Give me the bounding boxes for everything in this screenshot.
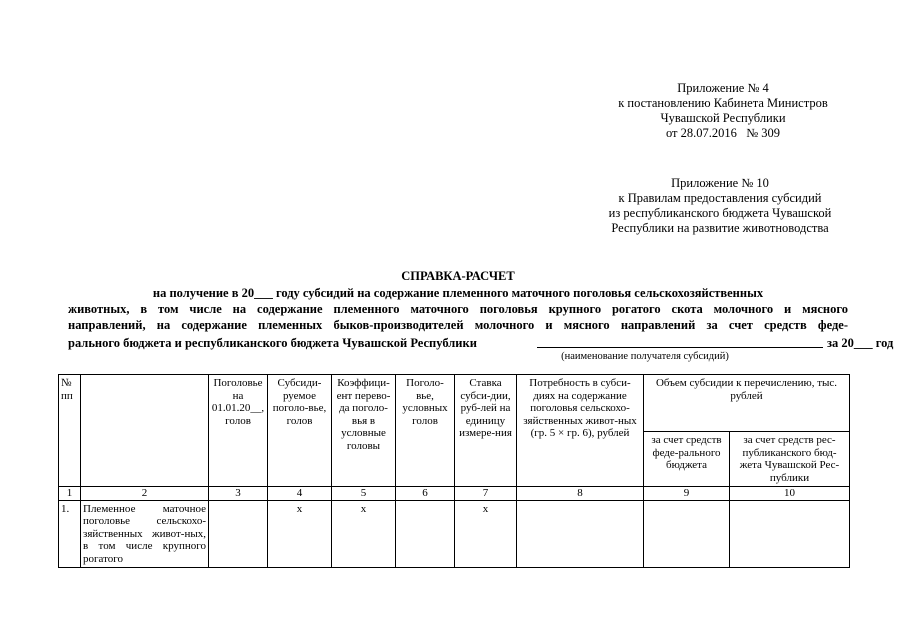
document-title-block: [68, 268, 848, 333]
appendix-4-block: [588, 81, 858, 141]
header-federal-budget: за счет средств феде-рального бюджета: [644, 432, 730, 487]
column-number: 6: [396, 487, 455, 501]
appendix-4-line4: от 28.07.2016 № 309: [665, 126, 781, 140]
row-conversion-coefficient: x: [332, 500, 396, 568]
column-number: 3: [209, 487, 268, 501]
header-subsidized-livestock: Субсиди-руемое поголо-вье, голов: [268, 375, 332, 487]
header-transfer-volume: Объем субсидии к перечислению, тыс. рублей: [644, 375, 850, 432]
row-subsidized-livestock: x: [268, 500, 332, 568]
header-conversion-coefficient: Коэффици-ент перево-да поголо-вья в условные головы: [332, 375, 396, 487]
appendix-4-line1: Приложение № 4: [677, 81, 769, 95]
row-name: Племенное маточное поголовье сельскохо-зяйственных живот-ных, в том числе крупного рогатого: [81, 500, 209, 568]
appendix-10-line4: Республики на развитие животноводства: [611, 221, 829, 235]
table-header-row: [59, 375, 850, 432]
appendix-10-block: [580, 176, 860, 236]
recipient-name-blank[interactable]: [537, 347, 823, 348]
calculation-table: [58, 374, 850, 568]
row-subsidy-rate: x: [455, 500, 517, 568]
title-line-3: направлений, на содержание племенных быков-производителей молочного и мясного направлений за счет средств феде-: [68, 318, 848, 332]
title-line-4: рального бюджета и республиканского бюджета Чувашской Республики: [68, 336, 477, 350]
row-republic-budget[interactable]: [730, 500, 850, 568]
row-livestock-count[interactable]: [209, 500, 268, 568]
column-number: 5: [332, 487, 396, 501]
header-subsidy-need: Потребность в субси-диях на содержание поголовья сельскохо-зяйственных живот-ных (гр. 5 × гр. 6), рублей: [517, 375, 644, 487]
row-federal-budget[interactable]: [644, 500, 730, 568]
column-number: 4: [268, 487, 332, 501]
header-livestock-count: Поголовье на 01.01.20__, голов: [209, 375, 268, 487]
document-title: СПРАВКА-РАСЧЕТ: [401, 269, 515, 283]
header-conditional-heads: Поголо-вье, условных голов: [396, 375, 455, 487]
title-line-2: животных, в том числе на содержание племенного маточного поголовья крупного рогатого скота молочного и мясного: [68, 302, 848, 316]
appendix-10-line3: из республиканского бюджета Чувашской: [608, 206, 832, 220]
appendix-4-line3: Чувашской Республики: [660, 111, 786, 125]
column-number: 1: [59, 487, 81, 501]
column-number-row: [59, 487, 850, 501]
appendix-10-line2: к Правилам предоставления субсидий: [618, 191, 822, 205]
column-number: 9: [644, 487, 730, 501]
recipient-caption: (наименование получателя субсидий): [561, 351, 729, 362]
header-republic-budget: за счет средств рес-публиканского бюд-жета Чувашской Рес-публики: [730, 432, 850, 487]
table-row: [59, 500, 850, 568]
title-line-1: на получение в 20___ году субсидий на содержание племенного маточного поголовья сельскохозяйственных: [152, 286, 764, 300]
column-number: 10: [730, 487, 850, 501]
column-number: 2: [81, 487, 209, 501]
header-num: № пп: [59, 375, 81, 487]
row-number: 1.: [59, 500, 81, 568]
column-number: 8: [517, 487, 644, 501]
row-conditional-heads[interactable]: [396, 500, 455, 568]
header-subsidy-rate: Ставка субси-дии, руб-лей на единицу измере-ния: [455, 375, 517, 487]
header-name: [81, 375, 209, 487]
row-subsidy-need[interactable]: [517, 500, 644, 568]
column-number: 7: [455, 487, 517, 501]
appendix-10-line1: Приложение № 10: [671, 176, 769, 190]
appendix-4-line2: к постановлению Кабинета Министров: [618, 96, 828, 110]
title-year: за 20___ год: [827, 336, 894, 350]
